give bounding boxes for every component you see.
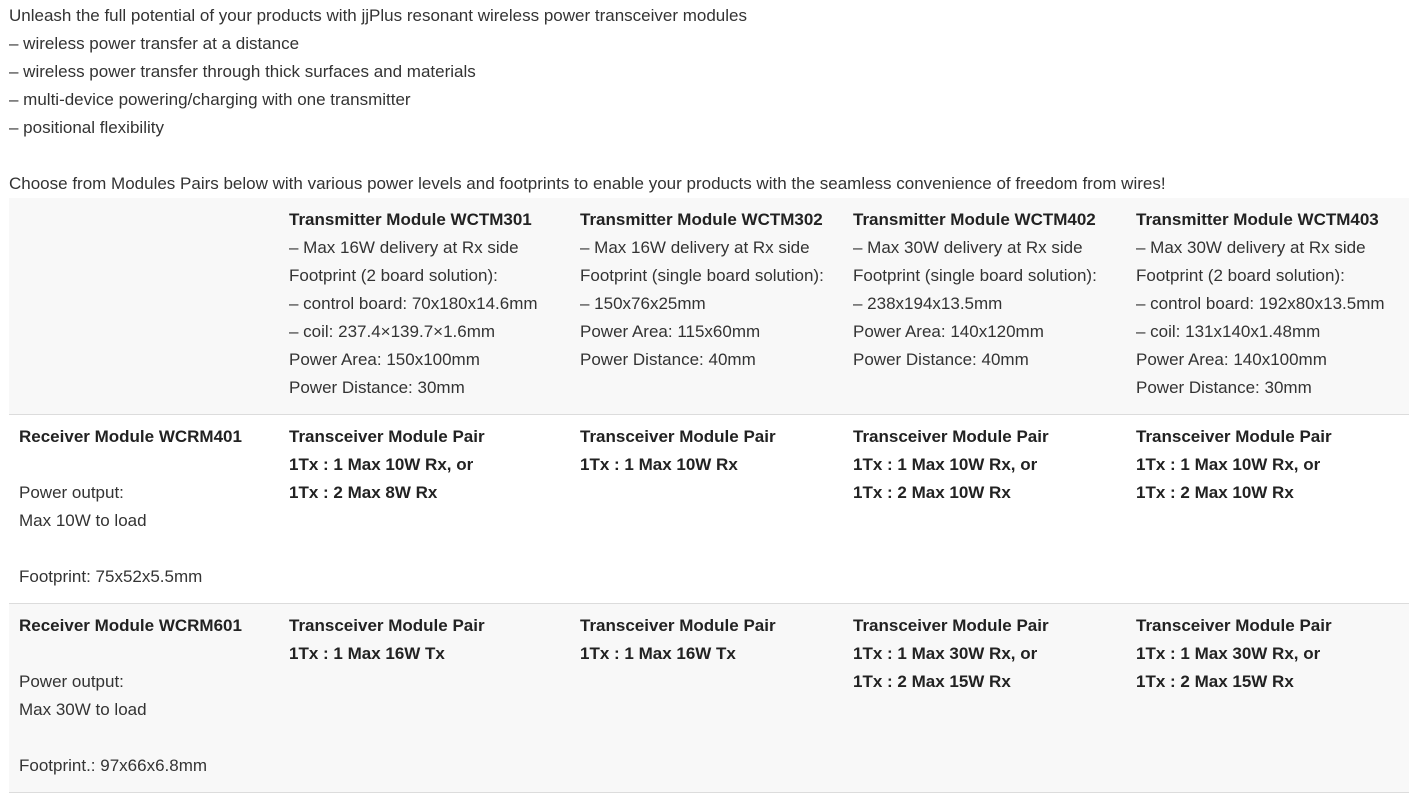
pair-config: 1Tx : 1 Max 16W Tx (289, 644, 445, 663)
pair-cell (580, 612, 853, 668)
feature-bullet: – multi-device powering/charging with one transmitter (9, 90, 411, 109)
transmitter-spec: – coil: 131x140x1.48mm (1136, 322, 1321, 341)
pair-title: Transceiver Module Pair (289, 616, 485, 635)
transmitter-spec: Footprint (2 board solution): (1136, 266, 1345, 285)
pair-config: 1Tx : 1 Max 30W Rx, or (1136, 644, 1321, 663)
receiver-title: Receiver Module WCRM401 (19, 427, 242, 446)
transmitter-spec: Power Distance: 30mm (289, 378, 465, 397)
pair-title: Transceiver Module Pair (853, 616, 1049, 635)
choose-text: Choose from Modules Pairs below with various power levels and footprints to enable your products with the seamless convenience of freedom from wires! (9, 174, 1166, 193)
transmitter-spec: Power Distance: 40mm (853, 350, 1029, 369)
pair-config: 1Tx : 2 Max 8W Rx (289, 483, 438, 502)
transmitter-spec: Footprint (2 board solution): (289, 266, 498, 285)
pair-config: 1Tx : 2 Max 10W Rx (853, 483, 1011, 502)
pair-config: 1Tx : 2 Max 15W Rx (1136, 672, 1294, 691)
feature-bullet: – positional flexibility (9, 118, 164, 137)
transmitter-title: Transmitter Module WCTM403 (1136, 210, 1379, 229)
receiver-footprint: Footprint: 75x52x5.5mm (19, 567, 203, 586)
pair-title: Transceiver Module Pair (580, 427, 776, 446)
table-header-row (9, 198, 1409, 415)
receiver-power-label: Power output: (19, 483, 124, 502)
transmitter-spec: Power Distance: 40mm (580, 350, 756, 369)
transmitter-spec: – 238x194x13.5mm (853, 294, 1003, 313)
receiver-cell-wcrm601 (19, 612, 279, 780)
transmitter-title: Transmitter Module WCTM302 (580, 210, 823, 229)
transmitter-spec: – Max 30W delivery at Rx side (853, 238, 1083, 257)
transmitter-spec: Power Distance: 30mm (1136, 378, 1312, 397)
pair-title: Transceiver Module Pair (853, 427, 1049, 446)
pair-cell (1136, 612, 1409, 696)
receiver-title: Receiver Module WCRM601 (19, 616, 242, 635)
pair-title: Transceiver Module Pair (1136, 616, 1332, 635)
transmitter-spec: – Max 30W delivery at Rx side (1136, 238, 1366, 257)
transmitter-spec: Power Area: 115x60mm (580, 322, 761, 341)
pair-cell (580, 423, 853, 479)
transmitter-spec: Footprint (single board solution): (580, 266, 824, 285)
pair-config: 1Tx : 2 Max 15W Rx (853, 672, 1011, 691)
transmitter-cell-wctm402 (853, 206, 1136, 374)
transmitter-spec: Footprint (single board solution): (853, 266, 1097, 285)
transmitter-cell-wctm403 (1136, 206, 1409, 402)
receiver-cell-wcrm401 (19, 423, 279, 591)
transmitter-title: Transmitter Module WCTM402 (853, 210, 1096, 229)
intro-lead: Unleash the full potential of your products with jjPlus resonant wireless power transceiver modules (9, 6, 747, 25)
receiver-power-label: Power output: (19, 672, 124, 691)
feature-bullet: – wireless power transfer through thick surfaces and materials (9, 62, 476, 81)
feature-bullet: – wireless power transfer at a distance (9, 34, 300, 53)
transmitter-spec: Power Area: 140x120mm (853, 322, 1044, 341)
transmitter-spec: – coil: 237.4×139.7×1.6mm (289, 322, 496, 341)
receiver-power-value: Max 30W to load (19, 700, 147, 719)
module-pair-table (9, 198, 1409, 793)
pair-config: 1Tx : 1 Max 30W Rx, or (853, 644, 1038, 663)
table-row-wcrm401 (9, 415, 1409, 604)
transmitter-spec: Power Area: 140x100mm (1136, 350, 1327, 369)
transmitter-spec: Power Area: 150x100mm (289, 350, 480, 369)
pair-cell (853, 612, 1136, 696)
transmitter-spec: – control board: 192x80x13.5mm (1136, 294, 1385, 313)
receiver-footprint: Footprint.: 97x66x6.8mm (19, 756, 208, 775)
transmitter-spec: – control board: 70x180x14.6mm (289, 294, 538, 313)
transmitter-title: Transmitter Module WCTM301 (289, 210, 532, 229)
transmitter-spec: – Max 16W delivery at Rx side (289, 238, 519, 257)
intro-section (9, 2, 1409, 142)
pair-config: 1Tx : 1 Max 10W Rx, or (853, 455, 1038, 474)
pair-title: Transceiver Module Pair (1136, 427, 1332, 446)
transmitter-cell-wctm301 (289, 206, 579, 402)
pair-config: 1Tx : 1 Max 10W Rx, or (1136, 455, 1321, 474)
transmitter-spec: – 150x76x25mm (580, 294, 706, 313)
pair-title: Transceiver Module Pair (289, 427, 485, 446)
pair-cell (289, 423, 579, 507)
transmitter-cell-wctm302 (580, 206, 853, 374)
pair-cell (289, 612, 579, 668)
pair-title: Transceiver Module Pair (580, 616, 776, 635)
table-row-wcrm601 (9, 604, 1409, 793)
pair-config: 1Tx : 1 Max 10W Rx, or (289, 455, 474, 474)
pair-config: 1Tx : 1 Max 16W Tx (580, 644, 736, 663)
pair-cell (853, 423, 1136, 507)
transmitter-spec: – Max 16W delivery at Rx side (580, 238, 810, 257)
pair-cell (1136, 423, 1409, 507)
pair-config: 1Tx : 1 Max 10W Rx (580, 455, 738, 474)
receiver-power-value: Max 10W to load (19, 511, 147, 530)
pair-config: 1Tx : 2 Max 10W Rx (1136, 483, 1294, 502)
